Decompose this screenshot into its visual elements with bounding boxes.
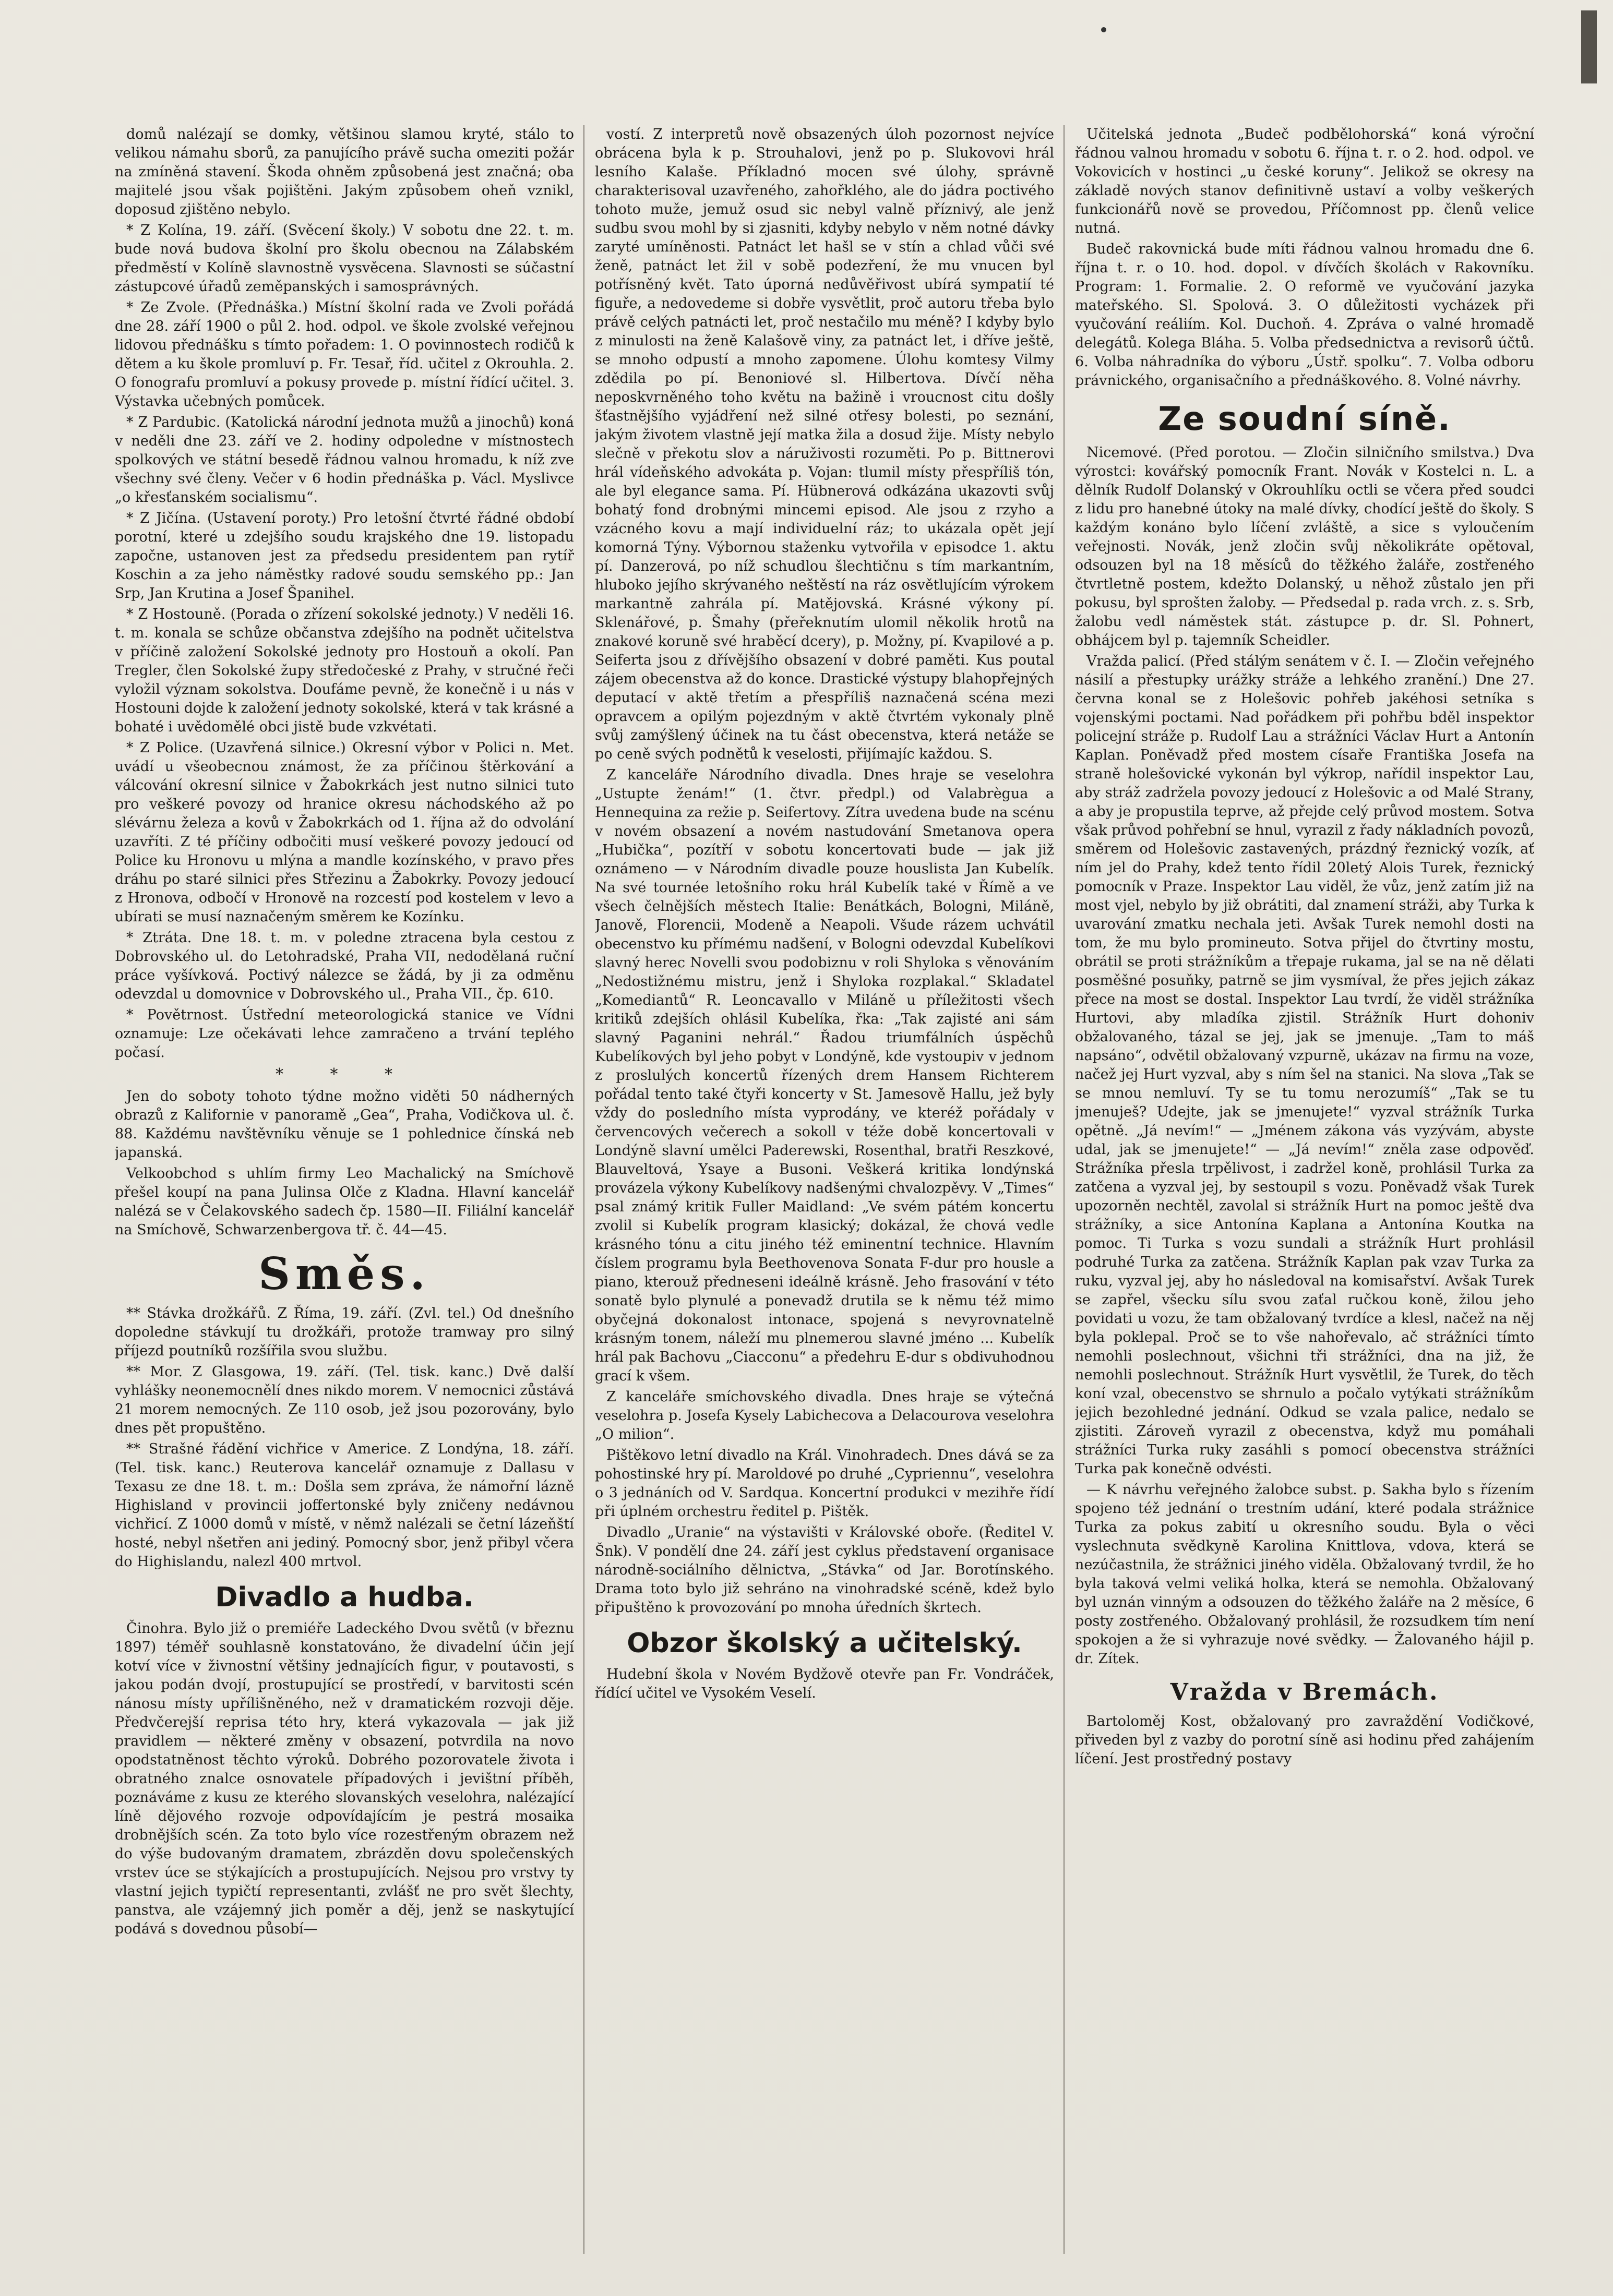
obzor-hudebni-skola: Hudební škola v Novém Bydžově otevře pan Fr. Vondráček, řídící učitel ve Vysokém Veselí.: [595, 1666, 1054, 1701]
narodni-divadlo: Z kanceláře Národního divadla. Dnes hraje se veselohra „Ustupte ženám!“ (1. čtvr. předpl.) od Valabrègua a Hennequina za režie p. Seifertovy. Zítra uvedena bude na scénu v novém obsazení a novém nastudování Smetanova opera „Hubička“, pozítří v sobotu koncertovati bude — jak již oznámeno — v Národním divadle pouze houslista Jan Kubelík. Na své tournée letošního roku hrál Kubelík také v Římě a ve všech čelnějších městech Italie: Benátkách, Bologni, Miláně, Janově, Florencii, Modeně a Neapoli. Všude rázem uchvátil obecenstvo ku přímému nadšení, v Bologni odevzdal Kubelíkovi slavný herec Novelli svou podobiznu v roli Shyloka s věnováním „Nedostižnému mistru, jenž i Shyloka rozplakal.“ Skladatel „Komediantů“ R. Leoncavallo v Miláně u příležitosti všech kritiků zdejších ohlásil Kubelíka, řka: „Tak zajisté ani sám slavný Paganini nehrál.“ Řadou triumfálních úspěchů Kubelíkových byl jeho pobyt v Londýně, kde vystoupiv v jednom z proslulých koncertů řízených drem Hansem Richterem pořádal tento také čtyři koncerty v St. Jamesově Hallu, jež byly vždy do posledního místa vyprodány, ve kteréž pořádaly v červencových večerech a sokoll v téže době koncertovali v Londýně slavní umělci Paderewski, Rosenthal, bratři Reszkové, Blauveltová, Ysaye a Busoni. Veškerá kritika londýnská provázela výkony Kubelíkovy nadšenými chvalozpěvy. V „Times“ psal známý kritik Fuller Maidland: „Ve svém pátém koncertu zvolil si Kubelík program klasický; dokázal, že chová vedle krásného tónu a citu jiného též eminentní technice. Hlavním číslem programu byla Beethovenova Sonata F-dur pro housle a piano, kterouž předneseni ideálně krásně. Jeho frasování v této sonatě bylo plynulé a ponevadž drutila se k němu též mimo obyčejná dokonalost intonace, spojená s nevyrovnatelně krásným tonem, náleží mu plnemerou slavné jméno ... Kubelík hrál pak Bachovu „Ciacconu“ a předehru E-dur s obdivuhodnou grací k všem.: [595, 767, 1054, 1384]
column-rule: [1064, 125, 1065, 2254]
article-kolin: * Z Kolína, 19. září. (Svěcení školy.) V sobotu dne 22. t. m. bude nová budova školní pro školu obecnou na Zálabském předměstí v Kolíně slavnostně vysvěcena. Slavnosti se súčastní zástupcové úřadů zeměpanských i samosprávných.: [115, 222, 574, 295]
article-povetrnost: * Povětrnost. Ústřední meteorologická stanice ve Vídni oznamuje: Lze očekávati lehce zamračeno a trvání teplého počasí.: [115, 1007, 574, 1061]
vrazda-bremach: Bartoloměj Kost, obžalovaný pro zavraždění Vodičkové, přiveden byl z vazby do porotní síně asi hodinu před zahájením líčení. Jest prostředný postavy: [1075, 1713, 1534, 1767]
column-rule: [583, 125, 584, 2254]
article-hostoun: * Z Hostouně. (Porada o zřízení sokolské jednoty.) V neděli 16. t. m. konala se schůze občanstva zdejšího na podnět učitelstva v příčině založení Sokolské jednoty pro Hostouň a okolí. Pan Tregler, člen Sokolské župy středočeské z Prahy, v stručné řeči vyložil význam sokolstva. Doufáme pevně, že konečně i u nás v Hostouni dojde k založení jednoty sokolské, která v tak krásné a bohaté i uvědomělé obci jistě bude vzkvétati.: [115, 606, 574, 735]
separator-stars: * * *: [275, 1065, 414, 1084]
pistekovo-divadlo: Pištěkovo letní divadlo na Král. Vinohradech. Dnes dává se za pohostinské hry pí. Maroldové po druhé „Cypriennu“, veselohra o 3 jednáních od V. Sardqua. Koncertní produkci v mezihře řídí při úplném orchestru ředitel p. Pištěk.: [595, 1447, 1054, 1520]
soud-vrazda-palici: Vražda palicí. (Před stálým senátem v č. I. — Zločin veřejného násilí a přestupky urážky stráže a lehkého zranění.) Dne 27. června konal se z Holešovic pohřeb jakéhosi setníka s vojenskými poctami. Nad pořádkem při pohřbu bděl inspektor policejní stráže p. Rudolf Lau a strážníci Václav Hurt a Antonín Kaplan. Poněvadž před mostem císaře Františka Josefa na straně holešovické vykonán byl výkrop, nařídil inspektor Lau, aby stráž zadržela povozy jedoucí z Holešovic a od Malé Strany, a aby je propustila teprve, až přejde celý průvod mostem. Sotva však průvod pohřební se hnul, vyrazil z řady nákladních povozů, směrem od Holešovic zastavených, prázdný řeznický vozík, ať ním jel do Prahy, kdež tento řídil 20letý Alois Turek, řeznický pomocník v Praze. Inspektor Lau viděl, že vůz, jenž zatím již na most vjel, nebylo by již obrátiti, dal znamení stráži, aby Turka k uvarování zmatku nechala jeti. Avšak Turek nemohl dosti na tom, že mu bylo promineuto. Sotva přijel do čtvrtiny mostu, obrátil se proti strážníkům a třepaje rukama, jal se na ně dělati posměšné posuňky, patrně se jim vysmíval, že přes jejich zákaz přece na most se dostal. Inspektor Lau tvrdí, že viděl strážníka Hurtovi, aby mladíka zjistil. Strážník Hurt dohoniv obžalovaného, tázal se jej, jak se jmenuje. „Tam to máš napsáno“, odvětil obžalovaný vzpurně, ukázav na firmu na voze, načež jej Hurt vyzval, aby s ním šel na stanici. Na slova „Tak se se mnou nemluví. Ty se tu tomu nerozumíš“ „Tak se tu jmenuješ? Udejte, jak se jmenujete!“ vyzval strážník Turka opětně. „Já nevím!“ — „Jménem zákona vás vyzývám, abyste udal, jak se jmenujete!“ — „Já nevím!“ zněla zase odpověď. Strážníka přesla trpělivost, i zadržel koně, prohlásil Turka za zatčena a vyzval jej, by sestoupil s vozu. Poněvadž však Turek upozorněn nechtěl, zavolal si strážník Hurt na pomoc ještě dva strážníky, a sice Antonína Kaplana a Antonína Koutka na pomoc. Ti Turka s vozu sundali a strážník Hurt prohlásil podruhé Turka za zatčena. Strážník Kaplan pak vzav Turka za ruku, vyzval jej, aby ho následoval na komisařství. Avšak Turek se zapřel, všecku sílu svou zaťal ručkou koně, žilou jeho povidati u vozu, že tam obžalovaný tvrdíce a klesl, načež na něj byla poklepal. Proč se to vše nahořevalo, ač strážníci tímto nemohli poslechnout, všichni tři strážníci, dna na již, že nemohli poslechnout. Strážník Hurt vysvětlil, že Turek, do těch koní vzal, obecenstvo se shrnulo a počalo vytýkati strážníkům jejich bezohledné jednání. Odkud se vzala palice, nedalo se zjistiti. Zároveň vyrazil z obecenstva, když mu pomáhali strážníci Turka ruky zasáhli s pomocí obecenstva strážníci Turka pak konečně odvésti.: [1075, 653, 1534, 1477]
article-police: * Z Police. (Uzavřená silnice.) Okresní výbor v Polici n. Met. uvádí u všeobecnou známost, že za příčinou štěrkování a válcování okresní silnice v Žabokrkách jest nutno silnici tuto pro veškeré povozy od hranice okresu náchodského až po slévárnu železa a kovů v Žabokrkách od 1. října až do odvolání uzavříti. Z té příčiny odbočiti musí veškeré povozy jedoucí od Police ku Hronovu u mlýna a mandle kozínského, v pravo přes dráhu po staré silnici přes Střezinu a Žabokrky. Povozy jedoucí z Hronova, odbočí v Hronově na rozcestí pod kostelem v levo a ubírati se musí naznačeným směrem ke Kozínku.: [115, 740, 574, 925]
notice-uhli: Velkoobchod s uhlím firmy Leo Machalický na Smíchově přešel koupí na pana Julinsa Olče z Kladna. Hlavní kancelář nalézá se v Čelakovského sadech čp. 1580—II. Filiální kancelář na Smíchově, Schwarzenbergova tř. č. 44—45.: [115, 1165, 574, 1238]
notice-panorama: Jen do soboty tohoto týdne možno viděti 50 nádherných obrazů z Kalifornie v panoramě „Gea“, Praha, Vodičkova ul. č. 88. Každému navštěvníku věnuje se 1 pohlednice čínská neb japanská.: [115, 1088, 574, 1161]
column-2: [595, 125, 1054, 2254]
smes-mor: ** Mor. Z Glasgowa, 19. září. (Tel. tisk. kanc.) Dvě další vyhlášky neonemocnělí dnes nikdo morem. V nemocnici zůstává 21 morem nemocných. Ze 110 osob, jež jsou pozorovány, bylo dnes pět propuštěno.: [115, 1364, 574, 1436]
scan-edge-mark: [1581, 10, 1597, 83]
article-review-continued: vostí. Z interpretů nově obsazených úloh pozornost nejvíce obrácena byla k p. Strouhalovi, jenž po p. Slukovovi hrál lesního Kalaše. Příkladnó mocen své úlohy, správně charakterisoval uzavřeného, zahořklého, ale do jádra poctivého tohoto muže, jemuž osud sic nebyl valně příznivý, ale jenž sudbu svou mohl by si zjasniti, kdyby nebylo v něm notné dávky zaryté umíněnosti. Patnáct let hašl se v stín a chlad vůči své ženě, patnáct let žil v sobě podezření, že mu vnucen byl potřísněný květ. Tato úporná nedůvěřivost ubírá sympatií té figuře, a nedovedeme si dobře vysvětlit, proč autoru třeba bylo právě celých patnácti let, proč nestačilo mu méně? I kdyby bylo z minulosti na ženě Kalašově viny, za patnáct let, i dříve ještě, se mnoho odpustí a mnoho zapomene. Úlohu komtesy Vilmy zdědila po pí. Benoniové sl. Hilbertova. Dívčí něha neposkvrněného toho květu na bažině i vroucnost citu došly šťastnějšího vyjádření než silné otřesy bolesti, po seznání, jakým životem vlastně její matka žila a dosud žije. Místy nebylo slečně v překotu slov a náruživosti rozuměti. Po p. Bittnerovi hrál vídeňského advokáta p. Vojan: tlumil místy přespříliš tón, ale byl elegance sama. Pí. Hübnerová odkázána ukazovti svůj bohatý fond drobnými mincemi episod. Ale jsou z rzyho a vzácného kovu a mají individuelní ráz; to ukázala opět její komorná Týny. Výbornou staženku vytvořila v episodce 1. aktu pí. Danzerová, po níž schudlou šlechtičnu s tím markantním, hluboko jejího skrývaného neštěstí na ráz osvětlujícím výrokem markantně zahrála pí. Matějovská. Krásné výkony pí. Sklenářové, p. Šmahy (přeřeknutím ulomil několik hrotů na znakové koruně své hraběcí dcery), p. Možny, pí. Kvapilové a p. Seiferta jsou z dřívějšího obsazení v dobré paměti. Kus poutal zájem obecenstva až do konce. Drastické výstupy blahopřejných deputací v aktě třetím a přespříliš naznačená scéna mezi opravcem a opilým pojezdným v aktě čtvrtém vykonaly plně svůj zamýšlený účinek na tu část obecenstva, která netáže se po ceně svých podnětů k veselosti, přijímajíc každou. S.: [595, 126, 1054, 762]
smichovske-divadlo: Z kanceláře smíchovského divadla. Dnes hraje se výtečná veselohra p. Josefa Kysely Labichecova a Delacourova veselohra „O milion“.: [595, 1389, 1054, 1442]
ucitelska-jednota: Učitelská jednota „Budeč podbělohorská“ koná výroční řádnou valnou hromadu v sobotu 6. října t. r. o 2. hod. odpol. ve Vokovicích v hostinci „u české koruny“. Jelikož se okresy na základě nových stanov definitivně ustaví a volby veškerých funkcionářů nově se provedou, Příčomnost pp. členů velice nutná.: [1075, 126, 1534, 236]
divadlo-uranie: Divadlo „Uranie“ na výstavišti v Královské oboře. (Ředitel V. Šnk). V pondělí dne 24. září jest cyklus představení organisace národně-sociálního dělnictva, „Stávka“ od Jar. Borotínského. Drama toto bylo již sehráno na vinohradské scéně, kdež bylo připuštěno k provozování po mnoha úředních škrtech.: [595, 1524, 1054, 1616]
soud-navrh: — K návrhu veřejného žalobce subst. p. Sakha bylo s řízením spojeno též jednání o trestním udání, které podala strážnice Turka za pokus zabití u okresního soudu. Byla o věci vyslechnuta svědkyně Karolina Knittlova, vdova, která se nezúčastnila, že strážnici jiného viděla. Obžalovaný tvrdil, že ho byla taková velmi veliká holka, která se nemohla. Obžalovaný byl uznán vinným a odsouzen do těžkého žaláře na 2 měsíce, 6 posty zostřeného. Obžalovaný prohlásil, že rozsudkem tím není spokojen a že si vyhrazuje nové svědky. — Žalovaného hájil p. dr. Zítek.: [1075, 1482, 1534, 1667]
soud-nicemove: Nicemové. (Před porotou. — Zločin silničního smilstva.) Dva výrostci: kovářský pomocník Frant. Novák v Kostelci n. L. a dělník Rudolf Dolanský v Okrouhlíku octli se včera před soudci z lidu pro hanebné útoky na malé dívky, chodící ještě do školy. S každým konáno bylo líčení zvláště, a sice s vyloučením veřejnosti. Novák, jenž zločin svůj několikráte opětoval, odsouzen byl na 18 měsíců do těžkého žaláře, zostřeného čtvrtletně postem, kdežto Dolanský, u něhož zůstalo jen při pokusu, byl sprošten žaloby. — Předsedal p. rada vrch. z. s. Srb, žalobu vedl náměstek stát. zástupce p. dr. Sl. Pohnert, obhájcem byl p. tajemník Scheidler.: [1075, 444, 1534, 648]
section-heading-smes: Směs.: [258, 1248, 431, 1300]
section-heading-divadlo: Divadlo a hudba.: [215, 1582, 474, 1613]
section-heading-obzor: Obzor školský a učitelský.: [627, 1628, 1022, 1659]
column-1: [115, 125, 574, 2254]
section-heading-soud: Ze soudní síně.: [1158, 400, 1451, 438]
budec-rakovnicka: Budeč rakovnická bude míti řádnou valnou hromadu dne 6. října t. r. o 10. hod. dopol. v dívčích školách v Rakovníku. Program: 1. Formalie. 2. O reformě ve vyučování jazyka mateřského. Sl. Spolová. 3. O důležitosti vycházek při vyučování reáliím. Kol. Duchoň. 4. Zpráva o valné hromadě delegátů. Kolega Bláha. 5. Volba předsednictva a revisorů účtů. 6. Volba náhradníka do výboru „Ústř. spolku“. 7. Volba odboru právnického, organisačního a přednáškového. 8. Volné návrhy.: [1075, 241, 1534, 389]
article-zvole: * Ze Zvole. (Přednáška.) Místní školní rada ve Zvoli pořádá dne 28. září 1900 o půl 2. hod. odpol. ve škole zvolské veřejnou lidovou přednášku s tímto pořadem: 1. O povinnostech rodičů k dětem a ku škole promluví p. Fr. Tesař, říd. učitel z Okrouhla. 2. O fonografu promluví a pokusy provede p. místní řídící učitel. 3. Výstavka učebných pomůcek.: [115, 299, 574, 410]
smes-stavka: ** Stávka drožkářů. Z Říma, 19. září. (Zvl. tel.) Od dnešního dopoledne stávkují tu drožkáři, protože tramway pro silný příjezd poutníků rozšířila svou službu.: [115, 1305, 574, 1359]
article-paragraph: domů nalézají se domky, většinou slamou kryté, stálo to velikou námahu sborů, za panujícího právě sucha omeziti požár na zmíněná stavení. Škoda ohněm způsobená jest značná; oba majitelé jsou však pojištěni. Jakým způsobem oheň vznikl, doposud zjištěno nebylo.: [115, 126, 574, 218]
article-ztrata: * Ztráta. Dne 18. t. m. v poledne ztracena byla cestou z Dobrovského ul. do Letohradské, Praha VII, nedodělaná ruční práce vyšívková. Poctivý nálezce se žádá, by ji za odměnu odevzdal u domovnice v Dobrovského ul., Praha VII., čp. 610.: [115, 930, 574, 1002]
article-jicin: * Z Jičína. (Ustavení poroty.) Pro letošní čtvrté řádné období porotní, které u zdejšího soudu krajského dne 19. listopadu započne, ustanoven jest za předsedu presidentem pan rytíř Koschin a za jeho náměstky radové soudu semského pp.: Jan Srp, Jan Krutina a Josef Španihel.: [115, 510, 574, 602]
section-heading-vrazda: Vražda v Bremách.: [1170, 1679, 1439, 1705]
divadlo-cinohra: Činohra. Bylo již o premiéře Ladeckého Dvou světů (v březnu 1897) téměř souhlasně konstatováno, že divadelní účin její kotví více v živnostní většiny jednajících figur, v poutavosti, s jakou podán dvojí, prostupující se prostředí, v barvitosti scén nánosu místy upřílišněného, než v dramatickém rozvoji děje. Předvčerejší reprisa této hry, která vykazovala — jak již pravidlem — některé změny v obsazení, potvrdila na novo opodstatněnost těchto výroků. Dobrého pozorovatele života i obratného znalce osnovatele případových i jevištní příběh, poznáváme z kusu ze kterého slovanských veselohra, nalézající líně dějového rozvoje odpovídajícím je pestrá mosaika drobnějších scén. Za toto bylo více rozestřeným obrazem než do výše budovaným dramatem, zbrázděn dovu společenských vrstev úce se stýkajících a prostupujících. Nejsou pro vrstvy ty vlastní jejich typičtí representanti, zvlášť ne pro svět šlechty, panstva, ale vzájemný jich poměr a děj, jenž se naskytující podává s dovednou působí—: [115, 1620, 574, 1937]
article-pardubice: * Z Pardubic. (Katolická národní jednota mužů a jinochů) koná v neděli dne 23. září ve 2. hodiny odpoledne v místnostech spolkových ve státní besedě řádnou valnou hromadu, k níž zve všechny své členy. Večer v 6 hodin přednáška p. Václ. Myslivce „o křesťanském socialismu“.: [115, 414, 574, 506]
column-3: [1075, 125, 1534, 2254]
smes-vichrice: ** Strašné řádění vichřice v Americe. Z Londýna, 18. září. (Tel. tisk. kanc.) Reuterova kancelář oznamuje z Dallasu v Texasu ze dne 18. t. m.: Došla sem zpráva, že námořní lázně Highisland v provincii joffertonské byly zničeny nedávnou vichřicí. Z 1000 domů v místě, v němž nalézali se četní lázeňští hosté, nebyl nšetřen ani jediný. Pomocný sbor, jenž přibyl včera do Highislandu, nalezl 400 mrtvol.: [115, 1441, 574, 1570]
ink-dot: [1101, 27, 1106, 32]
